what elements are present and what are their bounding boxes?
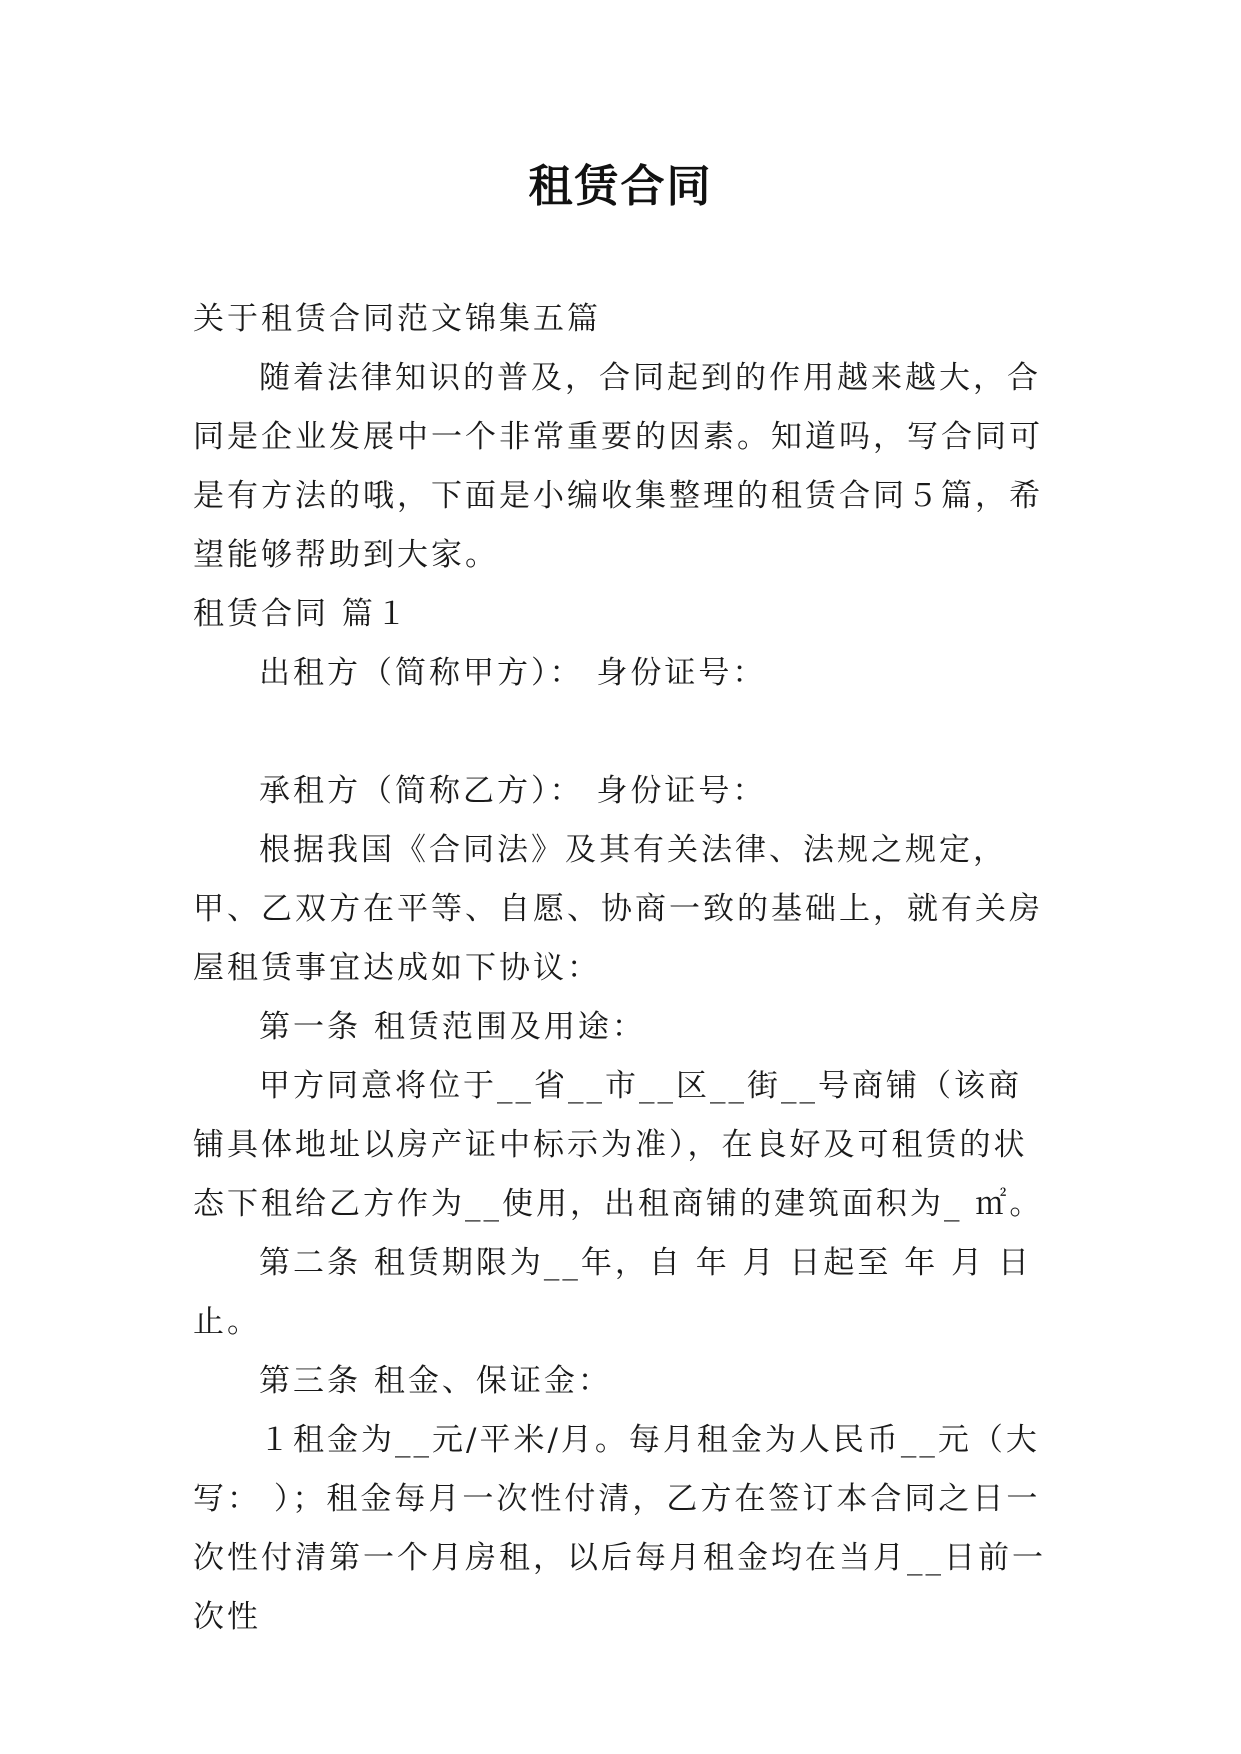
blank-line (193, 703, 1053, 762)
paragraph-article-3-title: 第三条 租金、保证金： (259, 1363, 612, 1399)
paragraph-heading: 关于租赁合同范文锦集五篇 (193, 301, 601, 337)
paragraph-lessee: 承租方（简称乙方）： 身份证号： (259, 773, 767, 809)
document-title: 租赁合同 (528, 161, 713, 212)
paragraph-basis: 根据我国《合同法》及其有关法律、法规之规定，甲、乙双方在平等、自愿、协商一致的基础上，就有关房屋租赁事宜达成如下协议： (193, 832, 1043, 986)
paragraph-article-2: 第二条 租赁期限为__年，自 年 月 日起至 年 月 日止。 (193, 1245, 1032, 1340)
paragraph-article-1-body: 甲方同意将位于__省__市__区__街__号商铺（该商铺具体地址以房产证中标示为准），在良好及可租赁的状态下租给乙方作为__使用，出租商铺的建筑面积为_ ㎡。 (193, 1068, 1044, 1222)
paragraph-article-1-title: 第一条 租赁范围及用途： (259, 1009, 646, 1045)
document-body (193, 290, 1053, 1647)
paragraph-intro: 随着法律知识的普及，合同起到的作用越来越大，合同是企业发展中一个非常重要的因素。知道吗，写合同可是有方法的哦，下面是小编收集整理的租赁合同５篇，希望能够帮助到大家。 (193, 360, 1043, 573)
paragraph-section-title: 租赁合同 篇１ (193, 596, 410, 632)
paragraph-lessor: 出租方（简称甲方）： 身份证号： (259, 655, 767, 691)
paragraph-article-3-body: １租金为__元/平米/月。每月租金为人民币__元（大写： ）；租金每月一次性付清，乙方在签订本合同之日一次性付清第一个月房租，以后每月租金均在当月__日前一次性 (193, 1422, 1046, 1635)
